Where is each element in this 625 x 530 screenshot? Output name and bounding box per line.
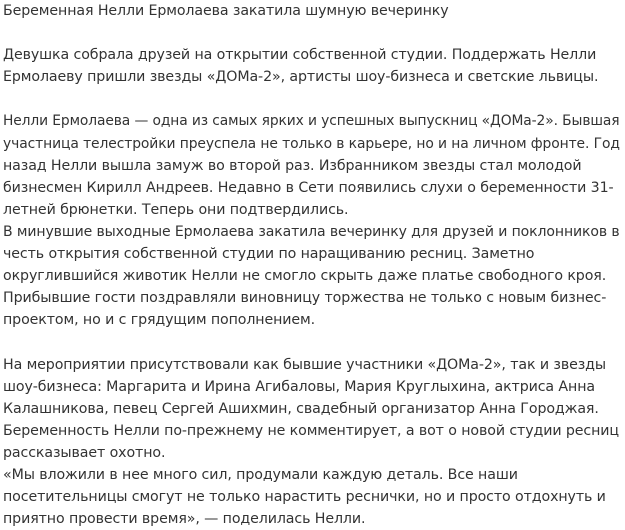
text-line: бизнесмен Кирилл Андреев. Недавно в Сети появились слухи о беременности 31-	[3, 179, 614, 196]
text-line: проектом, но и с грядущим пополнением.	[3, 312, 316, 329]
paragraph-guests	[3, 354, 622, 464]
text-line: участница телестройки преуспела не только в карьере, но и на личном фронте. Год	[3, 135, 620, 152]
text-line: В минувшие выходные Ермолаева закатила вечеринку для друзей и поклонников в	[3, 223, 620, 240]
text-line: Нелли Ермолаева — одна из самых ярких и успешных выпускниц «ДОМа-2». Бывшая	[3, 113, 620, 130]
text-line: приятно провести время», — поделилась Нелли.	[3, 511, 366, 528]
paragraph-intro	[3, 44, 622, 88]
text-line: шоу-бизнеса: Маргарита и Ирина Агибаловы, Мария Круглыхина, актриса Анна	[3, 378, 595, 395]
text-line: округлившийся животик Нелли не смогло скрыть даже платье свободного кроя.	[3, 268, 607, 285]
text-line: На мероприятии присутствовали как бывшие участники «ДОМа-2», так и звезды	[3, 356, 606, 373]
paragraph-quote	[3, 464, 622, 530]
text-line: Девушка собрала друзей на открытии собственной студии. Поддержать Нелли	[3, 47, 597, 64]
text-line: назад Нелли вышла замуж во второй раз. Избранником звезды стал молодой	[3, 157, 582, 174]
paragraph-gap	[3, 22, 622, 44]
paragraph-gap	[3, 88, 622, 110]
text-line: Ермолаеву пришли звезды «ДОМа-2», артисты шоу-бизнеса и светские львицы.	[3, 69, 599, 86]
text-line: Прибывшие гости поздравляли виновницу торжества не только с новым бизнес-	[3, 290, 607, 307]
text-line: посетительницы смогут не только нарастить реснички, но и просто отдохнуть и	[3, 489, 606, 506]
article-title: Беременная Нелли Ермолаева закатила шумную вечеринку	[3, 3, 449, 19]
text-line: летней брюнетки. Теперь они подтвердились.	[3, 201, 349, 218]
paragraph-party	[3, 221, 622, 331]
text-line: «Мы вложили в нее много сил, продумали каждую деталь. Все наши	[3, 466, 518, 483]
text-line: Беременность Нелли по-прежнему не комментирует, а вот о новой студии ресниц	[3, 422, 619, 439]
paragraph-gap	[3, 331, 622, 353]
text-line: честь открытия собственной студии по наращиванию ресниц. Заметно	[3, 246, 535, 263]
paragraph-background	[3, 110, 622, 220]
text-line: рассказывает охотно.	[3, 444, 166, 461]
text-line: Калашникова, певец Сергей Ашихмин, свадебный организатор Анна Городжая.	[3, 400, 599, 417]
